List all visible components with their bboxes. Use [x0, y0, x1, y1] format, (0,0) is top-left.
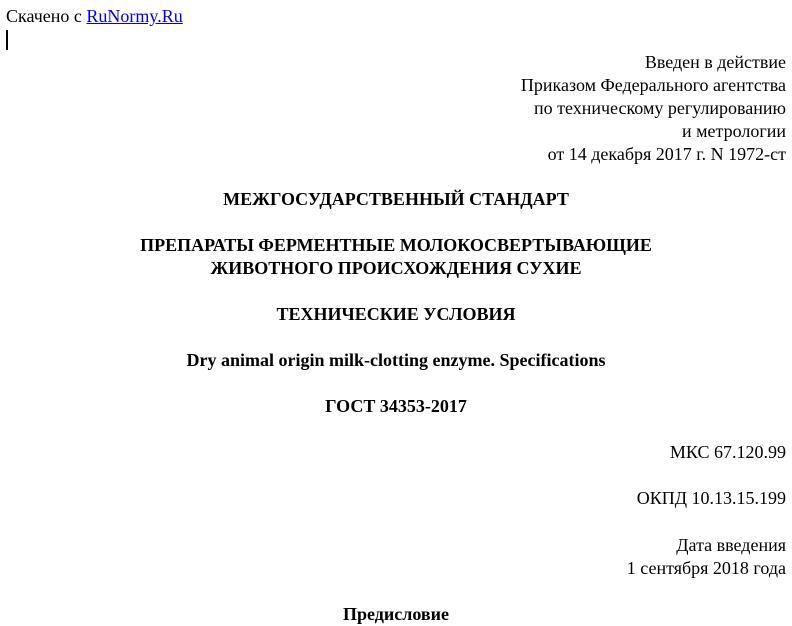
- introduced-block: [521, 51, 786, 166]
- introduced-line-5: от 14 декабря 2017 г. N 1972-ст: [547, 144, 786, 164]
- title-line-1: ПРЕПАРАТЫ ФЕРМЕНТНЫЕ МОЛОКОСВЕРТЫВАЮЩИЕ: [140, 235, 652, 255]
- preface-heading: Предисловие: [343, 604, 449, 624]
- introduced-line-1: Введен в действие: [644, 52, 786, 72]
- gost-number: ГОСТ 34353-2017: [325, 396, 467, 416]
- effective-date: 1 сентября 2018 года: [626, 558, 786, 578]
- runormy-link[interactable]: RuNormy.Ru: [86, 6, 183, 26]
- effective-label: Дата введения: [676, 535, 786, 555]
- introduced-line-3: по техническому регулированию: [533, 98, 786, 118]
- okpd-code: ОКПД 10.13.15.199: [636, 488, 786, 508]
- mks-code: МКС 67.120.99: [669, 442, 786, 462]
- text-cursor: [6, 30, 8, 50]
- subtitle-heading: ТЕХНИЧЕСКИЕ УСЛОВИЯ: [276, 304, 516, 324]
- introduced-line-2: Приказом Федерального агентства: [520, 75, 786, 95]
- title-line-2: ЖИВОТНОГО ПРОИСХОЖДЕНИЯ СУХИЕ: [210, 258, 582, 278]
- source-line: [6, 5, 183, 27]
- introduced-line-4: и метрологии: [682, 121, 786, 141]
- english-title: Dry animal origin milk-clotting enzyme. Specifications: [186, 350, 606, 370]
- standard-type-heading: МЕЖГОСУДАРСТВЕННЫЙ СТАНДАРТ: [223, 189, 569, 209]
- source-prefix: Скачено с: [6, 6, 82, 26]
